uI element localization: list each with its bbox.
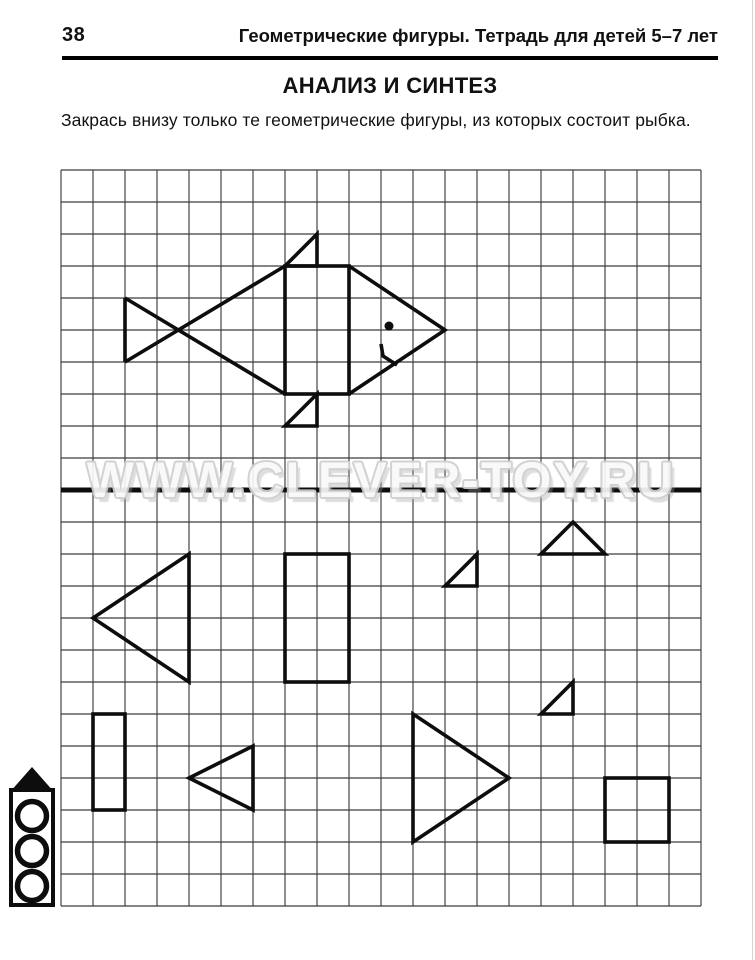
scan-edge-artifact	[752, 0, 754, 960]
answer-rectangle-narrow[interactable]	[93, 714, 125, 810]
publisher-logo	[10, 767, 54, 905]
logo-circle	[18, 837, 47, 866]
page-number: 38	[62, 24, 86, 46]
fish-eye	[385, 322, 394, 331]
fish-bottom-fin	[285, 394, 317, 426]
answer-right-triangle-small-2[interactable]	[541, 682, 573, 714]
fish-top-fin	[285, 234, 317, 266]
answer-right-triangle-small-1[interactable]	[445, 554, 477, 586]
section-title: АНАЛИЗ И СИНТЕЗ	[282, 73, 498, 98]
watermark: WWW.CLEVER-TOY.RU	[86, 452, 676, 508]
book-header-title: Геометрические фигуры. Тетрадь для детей 5–7 лет	[238, 25, 718, 46]
logo-circle	[18, 802, 47, 831]
logo-circle	[18, 872, 47, 901]
task-instruction: Закрась внизу только те геометрические фигуры, из которых состоит рыбка.	[61, 110, 691, 130]
